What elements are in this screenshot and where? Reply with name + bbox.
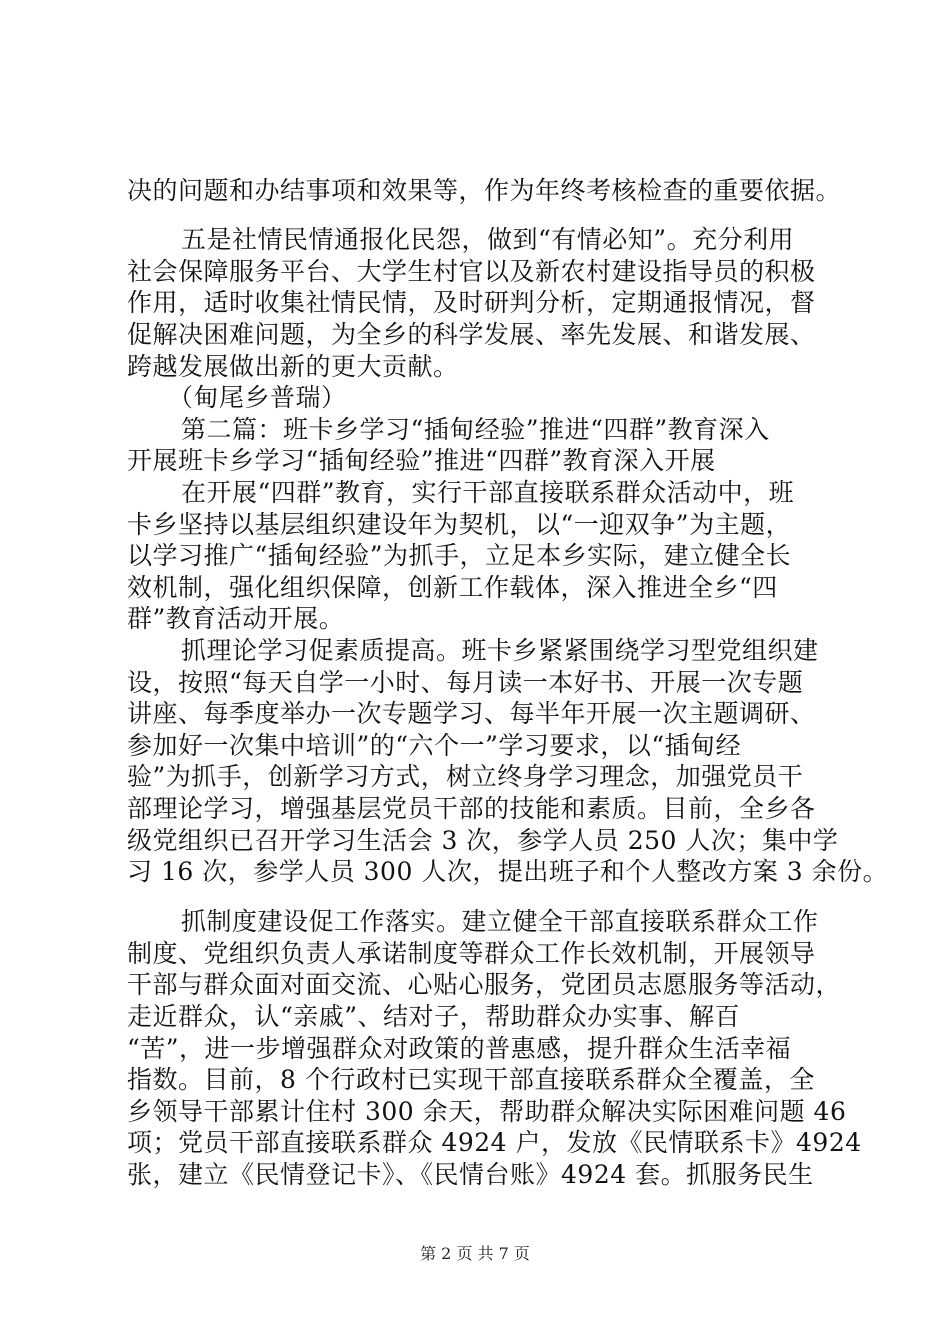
text-line: 干部与群众面对面交流、心贴心服务，党团员志愿服务等活动， — [127, 970, 842, 999]
section-title: 第二篇：班卡乡学习“插甸经验”推进“四群”教育深入 — [181, 415, 770, 444]
text-line: 决的问题和办结事项和效果等，作为年终考核检查的重要依据。 — [127, 176, 842, 205]
text-line: 走近群众，认“亲戚”、结对子，帮助群众办实事、解百 — [127, 1002, 741, 1031]
text-line: 张，建立《民情登记卡》、《民情台账》4924 套。抓服务民生 — [127, 1160, 814, 1189]
text-line: 部理论学习，增强基层党员干部的技能和素质。目前，全乡各 — [127, 794, 816, 823]
section-title: 开展班卡乡学习“插甸经验”推进“四群”教育深入开展 — [127, 446, 716, 475]
text-line: 讲座、每季度举办一次专题学习、每半年开展一次主题调研、 — [127, 699, 816, 728]
text-line: 验”为抓手，创新学习方式，树立终身学习理念，加强党员干 — [127, 762, 804, 791]
text-line: 项；党员干部直接联系群众 4924 户，发放《民情联系卡》4924 — [127, 1128, 862, 1157]
text-line: “苦”，进一步增强群众对政策的普惠感，提升群众生活幸福 — [127, 1034, 792, 1063]
text-line: 社会保障服务平台、大学生村官以及新农村建设指导员的积极 — [127, 257, 816, 286]
page-number-footer: 第 2 页 共 7 页 — [420, 1244, 530, 1263]
text-line: 效机制，强化组织保障，创新工作载体，深入推进全乡“四 — [127, 573, 778, 602]
text-line: 设，按照“每天自学一小时、每月读一本好书、开展一次专题 — [127, 668, 804, 697]
text-line: 级党组织已召开学习生活会 3 次，参学人员 250 人次；集中学 — [127, 826, 839, 855]
text-line: （甸尾乡普瑞） — [168, 383, 347, 412]
text-line: 参加好一次集中培训”的“六个一”学习要求，以“插甸经 — [127, 731, 742, 760]
text-line: 五是社情民情通报化民怨，做到“有情必知”。充分利用 — [181, 225, 795, 254]
text-line: 制度、党组织负责人承诺制度等群众工作长效机制，开展领导 — [127, 939, 816, 968]
text-line: 群”教育活动开展。 — [127, 604, 345, 633]
text-line: 跨越发展做出新的更大贡献。 — [127, 352, 459, 381]
text-line: 抓理论学习促素质提高。班卡乡紧紧围绕学习型党组织建 — [181, 636, 819, 665]
text-line: 乡领导干部累计住村 300 余天，帮助群众解决实际困难问题 46 — [127, 1097, 847, 1126]
text-line: 卡乡坚持以基层组织建设年为契机，以“一迎双争”为主题， — [127, 510, 792, 539]
text-line: 指数。目前，8 个行政村已实现干部直接联系群众全覆盖，全 — [127, 1065, 815, 1094]
text-line: 抓制度建设促工作落实。建立健全干部直接联系群众工作 — [181, 907, 819, 936]
text-line: 以学习推广“插甸经验”为抓手，立足本乡实际，建立健全长 — [127, 541, 792, 570]
text-line: 促解决困难问题，为全乡的科学发展、率先发展、和谐发展、 — [127, 320, 816, 349]
text-line: 习 16 次，参学人员 300 人次，提出班子和个人整改方案 3 余份。 — [127, 857, 889, 886]
text-line: 作用，适时收集社情民情，及时研判分析，定期通报情况，督 — [127, 288, 816, 317]
text-line: 在开展“四群”教育，实行干部直接联系群众活动中，班 — [181, 478, 795, 507]
